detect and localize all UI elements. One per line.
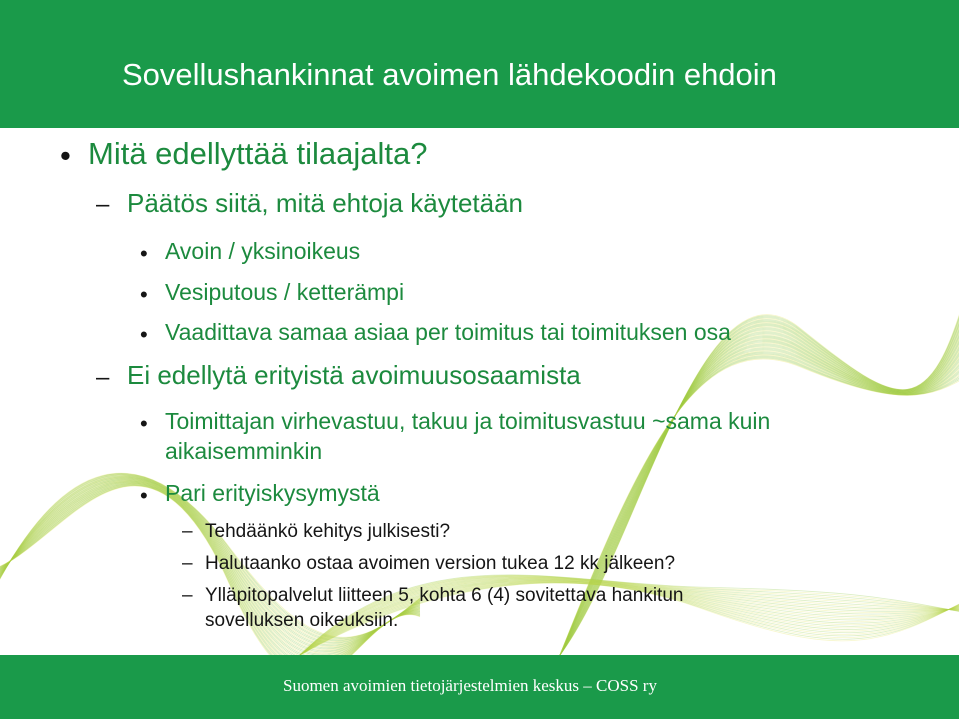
list-item: Vesiputous / ketterämpi <box>165 279 405 305</box>
sub-point-2: Ei edellytä erityistä avoimuusosaamista <box>127 360 581 390</box>
list-item: Pari erityiskysymystä <box>165 480 380 506</box>
main-point: Mitä edellyttää tilaajalta? <box>88 136 428 171</box>
bullet-disc: • <box>140 282 148 307</box>
list-item-line: aikaisemminkin <box>165 438 323 464</box>
bullet-disc: • <box>140 483 148 508</box>
list-item: Avoin / yksinoikeus <box>165 238 361 264</box>
slide-title: Sovellushankinnat avoimen lähdekoodin ehdoin <box>122 57 777 92</box>
bullet-dash: – <box>182 585 193 606</box>
bullet-disc: • <box>140 322 148 347</box>
bullet-dash: – <box>96 364 110 391</box>
footer-text: Suomen avoimien tietojärjestelmien keskus – COSS ry <box>283 676 657 695</box>
list-item: Vaadittava samaa asiaa per toimitus tai toimituksen osa <box>165 319 731 345</box>
question-item: Halutaanko ostaa avoimen version tukea 12 kk jälkeen? <box>205 553 676 574</box>
bullet-disc: • <box>140 241 148 266</box>
list-item-line: Toimittajan virhevastuu, takuu ja toimitusvastuu ~sama kuin <box>165 408 771 434</box>
sub-point-1: Päätös siitä, mitä ehtoja käytetään <box>127 188 524 218</box>
question-item: Tehdäänkö kehitys julkisesti? <box>205 521 451 542</box>
bullet-dash: – <box>96 191 110 218</box>
bullet-dash: – <box>182 553 193 574</box>
question-item-line: sovelluksen oikeuksiin. <box>205 610 399 631</box>
bullet-disc: • <box>140 411 148 436</box>
bullet-dash: – <box>182 521 193 542</box>
question-item-line: Ylläpitopalvelut liitteen 5, kohta 6 (4) sovitettava hankitun <box>205 585 684 606</box>
bullet-disc: • <box>60 138 71 173</box>
